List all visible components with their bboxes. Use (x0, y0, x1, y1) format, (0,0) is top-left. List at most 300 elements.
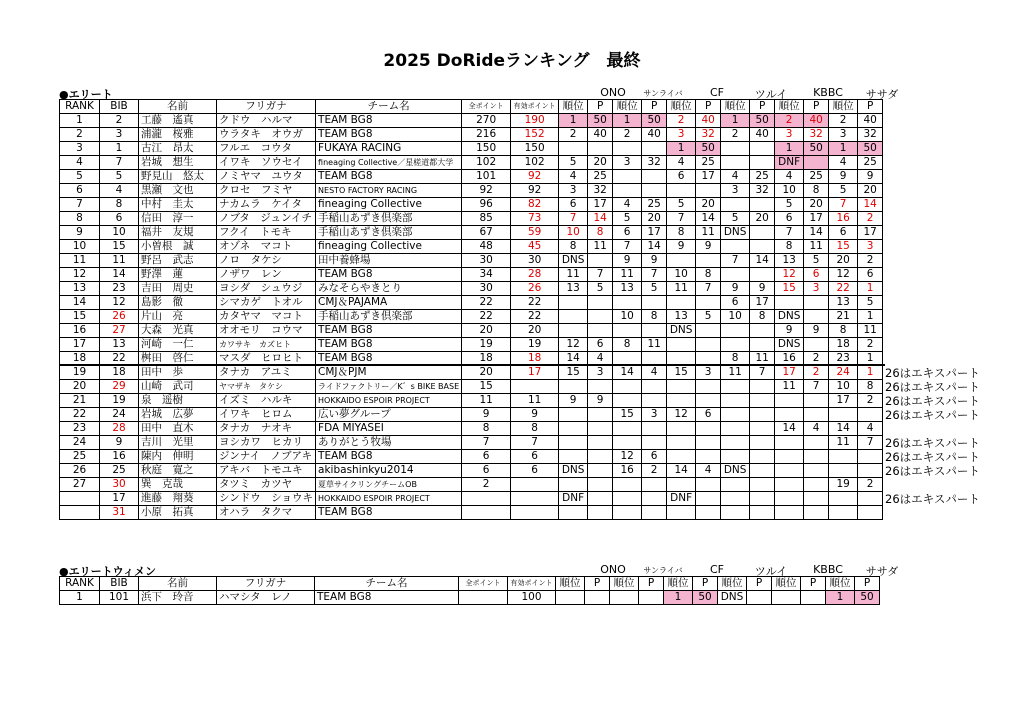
furigana-cell: タツミ カツヤ (217, 478, 316, 492)
place-cell: 4 (667, 156, 696, 170)
points-cell: 9 (642, 254, 667, 268)
header-bib: BIB (100, 577, 139, 591)
place-cell: 2 (559, 128, 588, 142)
points-cell: 25 (696, 156, 721, 170)
name-cell: 吉川 光里 (139, 436, 217, 450)
points-cell: 9 (750, 282, 775, 296)
place-cell: 4 (559, 170, 588, 184)
event-sasada: ササダ (865, 565, 899, 578)
bib-cell: 26 (100, 310, 139, 324)
points-cell: 25 (804, 170, 829, 184)
points-cell: 32 (588, 184, 613, 198)
furigana-cell: ヨシダ シュウジ (217, 282, 316, 296)
points-cell: 5 (588, 282, 613, 296)
points-cell (750, 324, 775, 338)
points-cell (804, 436, 829, 450)
furigana-cell: イズミ ハルキ (217, 394, 316, 408)
points-cell: 14 (750, 254, 775, 268)
place-cell: DNF (775, 156, 804, 170)
rank-cell: 24 (60, 436, 100, 450)
team-cell: TEAM BG8 (316, 170, 462, 184)
place-cell (559, 506, 588, 520)
points-cell: 1 (858, 352, 883, 366)
points-cell (642, 422, 667, 436)
place-cell (721, 422, 750, 436)
name-cell: 大森 光真 (139, 324, 217, 338)
points-cell (588, 436, 613, 450)
table-row (60, 142, 883, 156)
bib-cell: 4 (100, 184, 139, 198)
event-ono: ONO (600, 86, 626, 99)
place-cell: 11 (613, 268, 642, 282)
points-cell: 9 (858, 170, 883, 184)
bib-cell: 16 (100, 450, 139, 464)
place-cell: 4 (613, 198, 642, 212)
points-cell (750, 268, 775, 282)
valid-points-cell: 45 (511, 240, 559, 254)
place-cell (829, 506, 858, 520)
points-cell (696, 450, 721, 464)
total-points-cell: 22 (462, 296, 511, 310)
points-cell: 17 (642, 226, 667, 240)
points-cell: 50 (693, 591, 718, 605)
place-cell: 13 (829, 296, 858, 310)
place-cell: 12 (775, 268, 804, 282)
rank-cell: 5 (60, 170, 100, 184)
points-cell: 6 (804, 268, 829, 282)
team-cell: 手稲山あずき倶楽部 (316, 212, 462, 226)
valid-points-cell (511, 478, 559, 492)
table-row (60, 128, 883, 142)
team-cell: 手稲山あずき倶楽部 (316, 226, 462, 240)
place-cell: 11 (829, 436, 858, 450)
place-cell: 1 (826, 591, 855, 605)
header-place: 順位 (721, 100, 750, 114)
place-cell: 9 (721, 282, 750, 296)
event-tsurui: ツルイ (754, 88, 788, 101)
table-row (60, 591, 880, 605)
header-points: P (858, 100, 883, 114)
place-cell: 6 (559, 198, 588, 212)
header-points: P (747, 577, 772, 591)
place-cell: 8 (559, 240, 588, 254)
furigana-cell: ヤマザキ タケシ (217, 380, 316, 394)
team-cell: TEAM BG8 (315, 591, 459, 605)
women-section-label: ●エリートウィメン (59, 565, 156, 578)
place-cell: 16 (775, 352, 804, 366)
bib-cell: 14 (100, 268, 139, 282)
points-cell: 11 (696, 226, 721, 240)
points-cell: 4 (642, 366, 667, 380)
place-cell: 12 (559, 338, 588, 352)
header-name: 名前 (139, 100, 217, 114)
total-points-cell: 216 (462, 128, 511, 142)
points-cell (858, 408, 883, 422)
bib-cell: 6 (100, 212, 139, 226)
furigana-cell: ヨシカワ ヒカリ (217, 436, 316, 450)
place-cell (559, 380, 588, 394)
team-cell: HOKKAIDO ESPOIR PROJECT (316, 492, 462, 506)
place-cell: 6 (829, 226, 858, 240)
name-cell: 浜下 玲音 (139, 591, 217, 605)
rank-cell: 11 (60, 254, 100, 268)
place-cell: DNS (721, 226, 750, 240)
valid-points-cell: 20 (511, 324, 559, 338)
furigana-cell: フルエ コウタ (217, 142, 316, 156)
place-cell: 2 (829, 114, 858, 128)
points-cell (642, 506, 667, 520)
points-cell (804, 478, 829, 492)
points-cell: 25 (858, 156, 883, 170)
place-cell (667, 422, 696, 436)
place-cell: 15 (667, 366, 696, 380)
points-cell: 14 (858, 198, 883, 212)
points-cell (747, 591, 772, 605)
rank-cell (60, 506, 100, 520)
name-cell: 信田 淳一 (139, 212, 217, 226)
place-cell (556, 591, 585, 605)
total-points-cell: 9 (462, 408, 511, 422)
points-cell: 25 (750, 170, 775, 184)
table-row (60, 212, 883, 226)
points-cell: 20 (858, 184, 883, 198)
rank-cell: 2 (60, 128, 100, 142)
points-cell: 3 (696, 366, 721, 380)
furigana-cell: タナカ アユミ (217, 366, 316, 380)
place-cell: 3 (829, 128, 858, 142)
points-cell (696, 380, 721, 394)
header-place: 順位 (829, 100, 858, 114)
place-cell (613, 142, 642, 156)
points-cell (750, 506, 775, 520)
section-divider-line (59, 364, 885, 366)
place-cell (667, 184, 696, 198)
points-cell: 50 (858, 142, 883, 156)
place-cell (613, 436, 642, 450)
place-cell: 10 (667, 268, 696, 282)
team-cell: TEAM BG8 (316, 268, 462, 282)
place-cell: 7 (559, 212, 588, 226)
place-cell: 1 (667, 142, 696, 156)
points-cell: 4 (858, 422, 883, 436)
header-valid-points: 有効ポイント (508, 577, 556, 591)
place-cell: 6 (613, 226, 642, 240)
place-cell (721, 408, 750, 422)
points-cell (750, 156, 775, 170)
event-cf: CF (709, 86, 724, 99)
place-cell (613, 296, 642, 310)
points-cell (696, 394, 721, 408)
valid-points-cell: 18 (511, 352, 559, 366)
place-cell (613, 394, 642, 408)
total-points-cell: 19 (462, 338, 511, 352)
points-cell: 7 (750, 366, 775, 380)
name-cell: 小原 拓真 (139, 506, 217, 520)
place-cell: 5 (721, 212, 750, 226)
points-cell: 7 (804, 380, 829, 394)
place-cell (559, 450, 588, 464)
points-cell: 17 (696, 170, 721, 184)
place-cell: 1 (613, 114, 642, 128)
valid-points-cell: 82 (511, 198, 559, 212)
place-cell: 23 (829, 352, 858, 366)
furigana-cell: オオモリ コウマ (217, 324, 316, 338)
place-cell: 11 (775, 380, 804, 394)
team-cell: FUKAYA RACING (316, 142, 462, 156)
place-cell (667, 296, 696, 310)
furigana-cell: ナカムラ ケイタ (217, 198, 316, 212)
team-cell: akibashinkyu2014 (316, 464, 462, 478)
table-row (60, 464, 883, 478)
points-cell: 1 (858, 282, 883, 296)
furigana-cell: マスダ ヒロヒト (217, 352, 316, 366)
event-ono: ONO (600, 563, 626, 576)
bib-cell: 10 (100, 226, 139, 240)
bib-cell: 9 (100, 436, 139, 450)
team-cell: fineaging Collective (316, 198, 462, 212)
points-cell: 17 (750, 296, 775, 310)
points-cell (588, 450, 613, 464)
rank-cell: 22 (60, 408, 100, 422)
points-cell (804, 464, 829, 478)
women-header-row (60, 577, 880, 591)
valid-points-cell: 22 (511, 310, 559, 324)
points-cell (750, 450, 775, 464)
place-cell: 9 (613, 254, 642, 268)
points-cell: 50 (804, 142, 829, 156)
place-cell (610, 591, 639, 605)
total-points-cell: 15 (462, 380, 511, 394)
team-cell: TEAM BG8 (316, 338, 462, 352)
points-cell: 9 (588, 394, 613, 408)
place-cell: 5 (829, 184, 858, 198)
points-cell (696, 422, 721, 436)
bib-cell: 2 (100, 114, 139, 128)
total-points-cell: 11 (462, 394, 511, 408)
total-points-cell: 20 (462, 324, 511, 338)
points-cell (804, 338, 829, 352)
name-cell: 秋庭 寛之 (139, 464, 217, 478)
bib-cell: 18 (100, 366, 139, 380)
header-total-points: 全ポイント (459, 577, 508, 591)
total-points-cell: 6 (462, 464, 511, 478)
place-cell: 13 (559, 282, 588, 296)
total-points-cell: 30 (462, 254, 511, 268)
points-cell (804, 408, 829, 422)
points-cell (639, 591, 664, 605)
place-cell: DNS (775, 338, 804, 352)
bib-cell: 29 (100, 380, 139, 394)
place-cell (667, 450, 696, 464)
place-cell: DNF (559, 492, 588, 506)
header-place: 順位 (556, 577, 585, 591)
points-cell: 4 (804, 422, 829, 436)
points-cell: 6 (696, 408, 721, 422)
rank-cell: 18 (60, 352, 100, 366)
points-cell: 17 (804, 212, 829, 226)
bib-cell: 13 (100, 338, 139, 352)
points-cell (696, 184, 721, 198)
points-cell (858, 506, 883, 520)
total-points-cell: 8 (462, 422, 511, 436)
name-cell: 野呂 武志 (139, 254, 217, 268)
bib-cell: 28 (100, 422, 139, 436)
place-cell (721, 324, 750, 338)
women-ranking-table (59, 576, 880, 605)
points-cell (642, 324, 667, 338)
place-cell: 14 (775, 422, 804, 436)
table-row (60, 226, 883, 240)
total-points-cell: 96 (462, 198, 511, 212)
total-points-cell: 20 (462, 366, 511, 380)
place-cell (559, 408, 588, 422)
place-cell: 11 (559, 268, 588, 282)
total-points-cell: 2 (462, 478, 511, 492)
table-row (60, 184, 883, 198)
points-cell: 20 (696, 198, 721, 212)
points-cell (588, 464, 613, 478)
furigana-cell: オゾネ マコト (217, 240, 316, 254)
valid-points-cell: 6 (511, 450, 559, 464)
name-cell: 河崎 一仁 (139, 338, 217, 352)
points-cell (588, 478, 613, 492)
table-row (60, 296, 883, 310)
name-cell: 工藤 遙真 (139, 114, 217, 128)
furigana-cell: クドウ ハルマ (217, 114, 316, 128)
points-cell (750, 338, 775, 352)
table-row (60, 380, 883, 394)
name-cell: 巽 克哉 (139, 478, 217, 492)
table-row (60, 114, 883, 128)
place-cell: 17 (829, 394, 858, 408)
points-cell (750, 394, 775, 408)
place-cell: 1 (829, 142, 858, 156)
total-points-cell (462, 492, 511, 506)
table-row (60, 282, 883, 296)
points-cell (696, 492, 721, 506)
table-row (60, 198, 883, 212)
points-cell (588, 380, 613, 394)
points-cell: 2 (804, 352, 829, 366)
team-cell: FDA MIYASEI (316, 422, 462, 436)
place-cell: 21 (829, 310, 858, 324)
name-cell: 桝田 啓仁 (139, 352, 217, 366)
valid-points-cell: 150 (511, 142, 559, 156)
rank-cell: 26 (60, 464, 100, 478)
points-cell: 20 (750, 212, 775, 226)
place-cell (667, 478, 696, 492)
place-cell (613, 492, 642, 506)
furigana-cell: ノロ タケシ (217, 254, 316, 268)
place-cell: DNS (718, 591, 747, 605)
header-rank: RANK (60, 100, 100, 114)
place-cell (613, 380, 642, 394)
place-cell: 7 (775, 226, 804, 240)
header-place: 順位 (826, 577, 855, 591)
bib-cell: 11 (100, 254, 139, 268)
place-cell: 6 (775, 212, 804, 226)
points-cell: 32 (750, 184, 775, 198)
place-cell: 2 (721, 128, 750, 142)
place-cell: 13 (667, 310, 696, 324)
points-cell: 40 (858, 114, 883, 128)
header-place: 順位 (718, 577, 747, 591)
rank-cell: 19 (60, 366, 100, 380)
place-cell (721, 338, 750, 352)
header-bib: BIB (100, 100, 139, 114)
points-cell (801, 591, 826, 605)
team-cell: fineaging Collective／星槎道都大学 (316, 156, 462, 170)
rank-cell (60, 492, 100, 506)
table-row (60, 478, 883, 492)
place-cell (775, 492, 804, 506)
points-cell (804, 296, 829, 310)
event-kbbc: KBBC (813, 563, 843, 576)
place-cell (829, 408, 858, 422)
points-cell: 3 (642, 408, 667, 422)
points-cell: 2 (858, 212, 883, 226)
name-cell: 古江 昂太 (139, 142, 217, 156)
name-cell: 田中 直木 (139, 422, 217, 436)
place-cell: 17 (775, 366, 804, 380)
place-cell: 5 (613, 212, 642, 226)
place-cell: 5 (667, 198, 696, 212)
valid-points-cell: 26 (511, 282, 559, 296)
place-cell: DNS (667, 324, 696, 338)
bib-cell: 101 (100, 591, 139, 605)
place-cell: 2 (667, 114, 696, 128)
place-cell (772, 591, 801, 605)
total-points-cell: 92 (462, 184, 511, 198)
name-cell: 岩城 広夢 (139, 408, 217, 422)
points-cell: 7 (696, 282, 721, 296)
place-cell: 8 (829, 324, 858, 338)
points-cell (858, 492, 883, 506)
place-cell (667, 436, 696, 450)
total-points-cell: 85 (462, 212, 511, 226)
points-cell: 9 (696, 240, 721, 254)
place-cell (559, 324, 588, 338)
valid-points-cell: 73 (511, 212, 559, 226)
header-place: 順位 (559, 100, 588, 114)
points-cell: 7 (642, 268, 667, 282)
points-cell (804, 492, 829, 506)
bib-cell: 15 (100, 240, 139, 254)
points-cell: 25 (642, 198, 667, 212)
points-cell: 50 (642, 114, 667, 128)
place-cell: 4 (829, 156, 858, 170)
place-cell (775, 408, 804, 422)
valid-points-cell: 9 (511, 408, 559, 422)
place-cell (721, 450, 750, 464)
place-cell: 2 (775, 114, 804, 128)
points-cell (750, 436, 775, 450)
points-cell (588, 324, 613, 338)
place-cell (721, 142, 750, 156)
points-cell (696, 324, 721, 338)
place-cell: 9 (775, 324, 804, 338)
points-cell: 14 (804, 226, 829, 240)
event-kbbc: KBBC (813, 86, 843, 99)
event-sunriver: サンライバ (643, 89, 683, 98)
place-cell: 14 (829, 422, 858, 436)
points-cell (750, 142, 775, 156)
points-cell: 11 (750, 352, 775, 366)
place-cell: 10 (775, 184, 804, 198)
elite-header-row (60, 100, 883, 114)
points-cell: 6 (642, 450, 667, 464)
place-cell (613, 422, 642, 436)
